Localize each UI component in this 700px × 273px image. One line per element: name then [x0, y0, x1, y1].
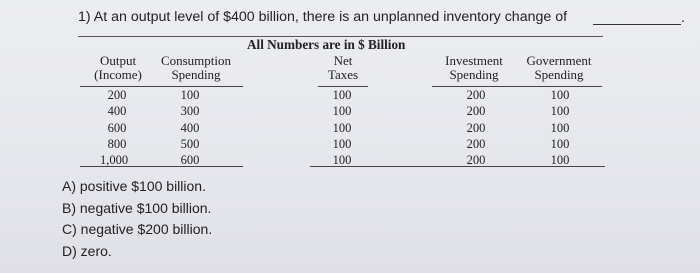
table-cell: 200 — [466, 153, 486, 167]
table-cell: 300 — [180, 104, 200, 118]
header-investment-line1: Investment — [445, 53, 503, 68]
header-consumption-line1: Consumption — [160, 53, 232, 68]
header-investment-line2: Spending — [449, 67, 499, 82]
table-cell: 400 — [180, 121, 200, 135]
header-consumption — [151, 54, 241, 82]
table-cell: 500 — [180, 137, 200, 151]
header-net-taxes-line1: Net — [333, 53, 353, 68]
option-c[interactable]: C) negative $200 billion. — [62, 221, 213, 237]
table-cell: 100 — [550, 137, 570, 151]
table-cell: 100 — [332, 121, 352, 135]
table-cell: 400 — [107, 104, 127, 118]
option-b[interactable]: B) negative $100 billion. — [62, 199, 212, 216]
option-a[interactable]: A) positive $100 billion. — [62, 178, 206, 194]
table-cell: 100 — [550, 153, 570, 167]
header-output-line2: (Income) — [94, 67, 142, 82]
table-bottom-rule-right — [310, 166, 605, 167]
answer-blank — [593, 24, 681, 25]
table-cell: 100 — [180, 88, 200, 102]
table-cell: 100 — [550, 121, 570, 135]
header-rule-right — [432, 86, 602, 87]
question-text: 1) At an output level of $400 billion, there is an unplanned inventory change of — [78, 9, 568, 25]
header-net-taxes — [318, 54, 368, 82]
header-government-line2: Spending — [534, 67, 584, 82]
table-cell: 200 — [466, 104, 486, 118]
table-cell: 100 — [550, 88, 570, 102]
table-cell: 600 — [107, 121, 127, 135]
header-rule-mid — [318, 86, 368, 87]
question-period: . — [681, 9, 685, 25]
header-net-taxes-line2: Taxes — [327, 67, 359, 82]
table-cell: 200 — [466, 121, 486, 135]
header-government — [516, 54, 602, 82]
header-consumption-line2: Spending — [171, 67, 221, 82]
table-cell: 200 — [466, 88, 486, 102]
table-cell: 100 — [332, 104, 352, 118]
table-cell: 100 — [332, 137, 352, 151]
table-cell: 800 — [107, 137, 127, 151]
table-cell: 200 — [107, 88, 127, 102]
header-output-line1: Output — [99, 53, 137, 68]
option-d[interactable]: D) zero. — [62, 242, 112, 259]
header-investment — [432, 54, 516, 82]
table-bottom-rule-left — [80, 166, 243, 167]
table-cell: 100 — [332, 88, 352, 102]
table-cell: 600 — [180, 153, 200, 167]
table-cell: 1,000 — [99, 153, 129, 167]
header-rule-left — [80, 86, 243, 87]
header-government-line1: Government — [526, 53, 592, 68]
table-cell: 200 — [466, 137, 486, 151]
header-output — [88, 54, 148, 82]
table-cell: 100 — [550, 104, 570, 118]
units-caption: All Numbers are in $ Billion — [247, 37, 406, 52]
table-cell: 100 — [332, 153, 352, 167]
answer-options — [62, 176, 212, 262]
